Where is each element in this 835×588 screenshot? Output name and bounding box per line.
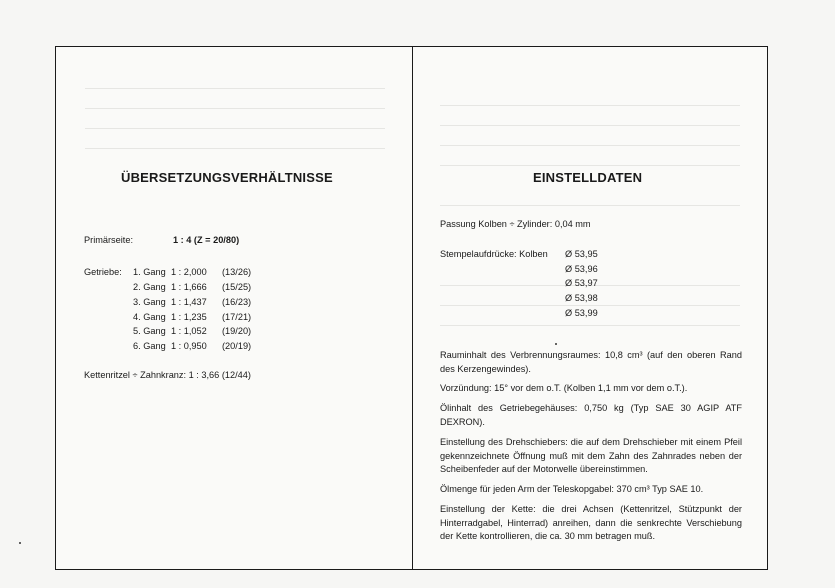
gear-teeth: (13/26) <box>222 267 252 277</box>
gear-name: 2. Gang <box>133 282 166 292</box>
gear-name: 5. Gang <box>133 326 166 336</box>
column-divider <box>412 46 413 570</box>
gear-ratio: 1 : 1,437 <box>171 297 207 307</box>
stamp-label: Stempelaufdrücke: Kolben <box>440 249 548 259</box>
speck <box>555 343 557 345</box>
stamp-value: Ø 53,97 <box>565 278 598 288</box>
stamp-value: Ø 53,96 <box>565 264 598 274</box>
gear-name: 4. Gang <box>133 312 166 322</box>
gear-ratio: 1 : 1,052 <box>171 326 207 336</box>
gear-teeth: (19/20) <box>222 326 252 336</box>
gear-label: Getriebe: <box>84 267 122 277</box>
ignition-text: Vorzündung: 15° vor dem o.T. (Kolben 1,1 mm vor dem o.T.). <box>440 383 688 393</box>
gear-name: 3. Gang <box>133 297 166 307</box>
gear-teeth: (20/19) <box>222 341 252 351</box>
stamp-value: Ø 53,98 <box>565 293 598 303</box>
speck <box>19 542 21 544</box>
right-title: EINSTELLDATEN <box>533 170 643 185</box>
displacement-text: Rauminhalt des Verbrennungsraumes: 10,8 cm³ (auf den oberen Rand des Kerzengewindes). <box>440 350 742 374</box>
gear-teeth: (16/23) <box>222 297 252 307</box>
gear-teeth: (17/21) <box>222 312 252 322</box>
chain-ratio: Kettenritzel ÷ Zahnkranz: 1 : 3,66 (12/44) <box>84 370 251 380</box>
piston-fit: Passung Kolben ÷ Zylinder: 0,04 mm <box>440 219 591 229</box>
gear-name: 6. Gang <box>133 341 166 351</box>
chain-adjust-text: Einstellung der Kette: die drei Achsen (Kettenritzel, Stützpunkt der Hinterradgabel, Hinterrad) anreihen, dann die senkrechte Verschiebung der Kette kontrollieren, die ca. 30 mm betragen muß. <box>440 504 742 541</box>
primary-value: 1 : 4 (Z = 20/80) <box>173 235 240 245</box>
stamp-value: Ø 53,99 <box>565 308 598 318</box>
gear-name: 1. Gang <box>133 267 166 277</box>
gear-teeth: (15/25) <box>222 282 252 292</box>
gearbox-oil-text: Ölinhalt des Getriebegehäuses: 0,750 kg (Typ SAE 30 AGIP ATF DEXRON). <box>440 403 742 427</box>
rotary-valve-text: Einstellung des Drehschiebers: die auf dem Drehschieber mit einem Pfeil gekennzeichnete Öffnung muß mit dem Zahn des Zahnrades neben der Scheibenfeder auf der Motorwelle übereinstimmen. <box>440 437 742 474</box>
gear-ratio: 1 : 2,000 <box>171 267 207 277</box>
fork-oil-text: Ölmenge für jeden Arm der Teleskopgabel: 370 cm³ Typ SAE 10. <box>440 484 704 494</box>
stamp-value: Ø 53,95 <box>565 249 598 259</box>
gear-ratio: 1 : 1,666 <box>171 282 207 292</box>
primary-label: Primärseite: <box>84 235 134 245</box>
gear-ratio: 1 : 1,235 <box>171 312 207 322</box>
left-title: ÜBERSETZUNGSVERHÄLTNISSE <box>121 170 333 185</box>
gear-ratio: 1 : 0,950 <box>171 341 207 351</box>
